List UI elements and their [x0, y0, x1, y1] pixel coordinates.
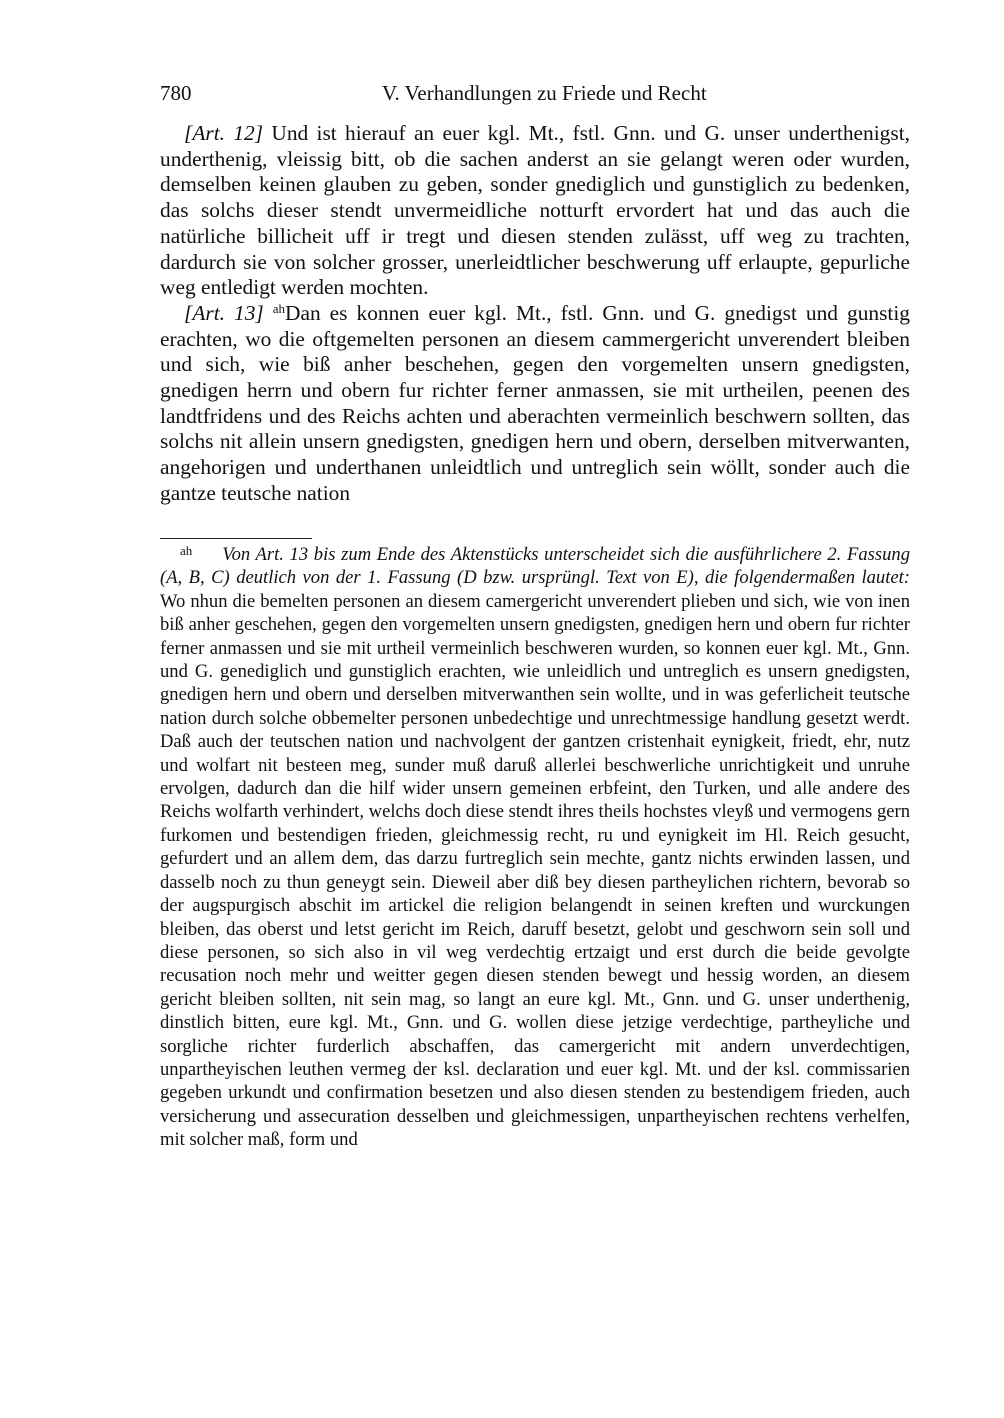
- paragraph-art-13: [160, 301, 910, 507]
- footnote-divider: [160, 538, 312, 539]
- running-head-title: V. Verhandlungen zu Friede und Recht: [382, 81, 707, 105]
- footnote-marker: ah: [180, 543, 193, 558]
- page-number: 780: [160, 81, 192, 105]
- footnotes: [160, 543, 910, 1152]
- paragraph-text: Und ist hierauf an euer kgl. Mt., fstl. Gnn. und G. unser underthenigst, underthenig, vleissig bitt, ob die sachen anderst an sie gelangt weren oder wurden, demselben keinen glauben zu geben, sonder gnediglich und gunstiglich zu bedenken, das solchs dieser stendt unvermeidliche notturft ervordert hat und das auch die natürliche billicheit uff ir tregt und diesen stenden zulässt, uff weg zu trachten, dardurch sie von solcher grosser, unerleidtlicher beschwerung uff erlaupte, gepurliche weg entledigt werden mochten.: [160, 121, 910, 300]
- running-head: [160, 80, 910, 110]
- footnote-ah: [160, 543, 910, 1152]
- footnote-editorial-note: Von Art. 13 bis zum Ende des Aktenstücks unterscheidet sich die ausführlichere 2. Fassung (A, B, C) deutlich von der 1. Fassung (D bzw. ursprüngl. Text von E), die folgendermaßen lautet:: [160, 544, 910, 589]
- paragraph-art-12: [160, 121, 910, 301]
- footnote-reference[interactable]: ah: [272, 300, 286, 316]
- main-text: [160, 121, 910, 507]
- footnote-text: Wo nhun die bemelten personen an diesem camergericht unverendert plieben und sich, wie von inen biß anher geschehen, gegen den vorgemelten unsern gnedigsten, gnedigen hern und obern fur richter ferner anmassen und sie mit urtheil vermeinlich beschweren wurden, so konnen euer kgl. Mt., Gnn. und G. genediglich und gunstiglich erachten, wie unleidlich und untreglich es unsern gnedigsten, gnedigen hern und obern und derselben mitverwanthen sein wollte, und in was geferlicheit teutsche nation durch solche obbemelter personen unbedechtige und unrechtmessige handlung gesetzt werdt. Daß auch der teutschen nation und nachvolgent der gantzen cristenhait eynigkeit, friedt, ehr, nutz und wolfart nit besteen meg, sunder muß daruß allerlei beschwerliche unrichtigkeit und unruhe ervolgen, dadurch dan die hilf wider unsern gemeinen erbfeint, den Turken, und alle andere des Reichs wolfarth verhindert, welchs doch diese stendt ihres theils hochstes vleyß und vermogens gern furkomen und bestendigen frieden, gleichmessig recht, ru und eynigkeit im Hl. Reich gesucht, gefurdert und an allem dem, das darzu furtreglich sein mechte, gantz nichts erwinden lassen, und dasselb noch zu thun geneygt sein. Dieweil aber diß bey diesen partheylichen richtern, bevorab so der augspurgisch abschit im artickel die religion belangendt in seinen kreften und wurckungen bleiben, das oberst und letst gericht im Reich, daruff besetzt, gelobt und geschworn sein soll und diese personen, so sich also in vil weg verdechtig ertzaigt und erst durch die beide gevolgte recusation noch mehr und weitter gegen diesen stenden bewegt und hessig worden, an diesem gericht bleiben sollten, nit sein mag, so langt an eure kgl. Mt., Gnn. und G. unser underthenig, dinstlich bitten, eure kgl. Mt., Gnn. und G. wollen diese jetzige verdechtige, partheyliche und sorgliche richter furderlich abschaffen, das camergericht mit andern unverdechtigen, unpartheyischen leuthen vermeg der ksl. declaration und euer kgl. Mt. und der ksl. commissarien gegeben urkundt und confirmation besetzen und also diesen stenden zu bestendigem frieden, auch versicherung und assecuration desselben und gleichmessigen, unpartheyischen rechtens verhelfen, mit solcher maß, form und: [160, 590, 910, 1151]
- article-label: [Art. 13]: [184, 300, 264, 325]
- paragraph-text: Dan es konnen euer kgl. Mt., fstl. Gnn. und G. gnedigst und gunstig erachten, wo die oftgemelten personen an diesem cammergericht unverendert bleiben und sich, wie biß anher beschehen, gegen den vorgemelten unsern gnedigsten, gnedigen herrn und obern fur richter ferner anmassen, sie mit urtheilen, peenen des landtfridens und des Reichs achten und aberachten vermeinlich beschwern sollten, das solchs nit allein unsern gnedigsten, gnedigen hern und obern, derselben mitverwanten, angehorigen und underthanen unleidtlich und untreglich sein wöllt, sonder auch die gantze teutsche nation: [160, 300, 910, 505]
- article-label: [Art. 12]: [184, 121, 264, 145]
